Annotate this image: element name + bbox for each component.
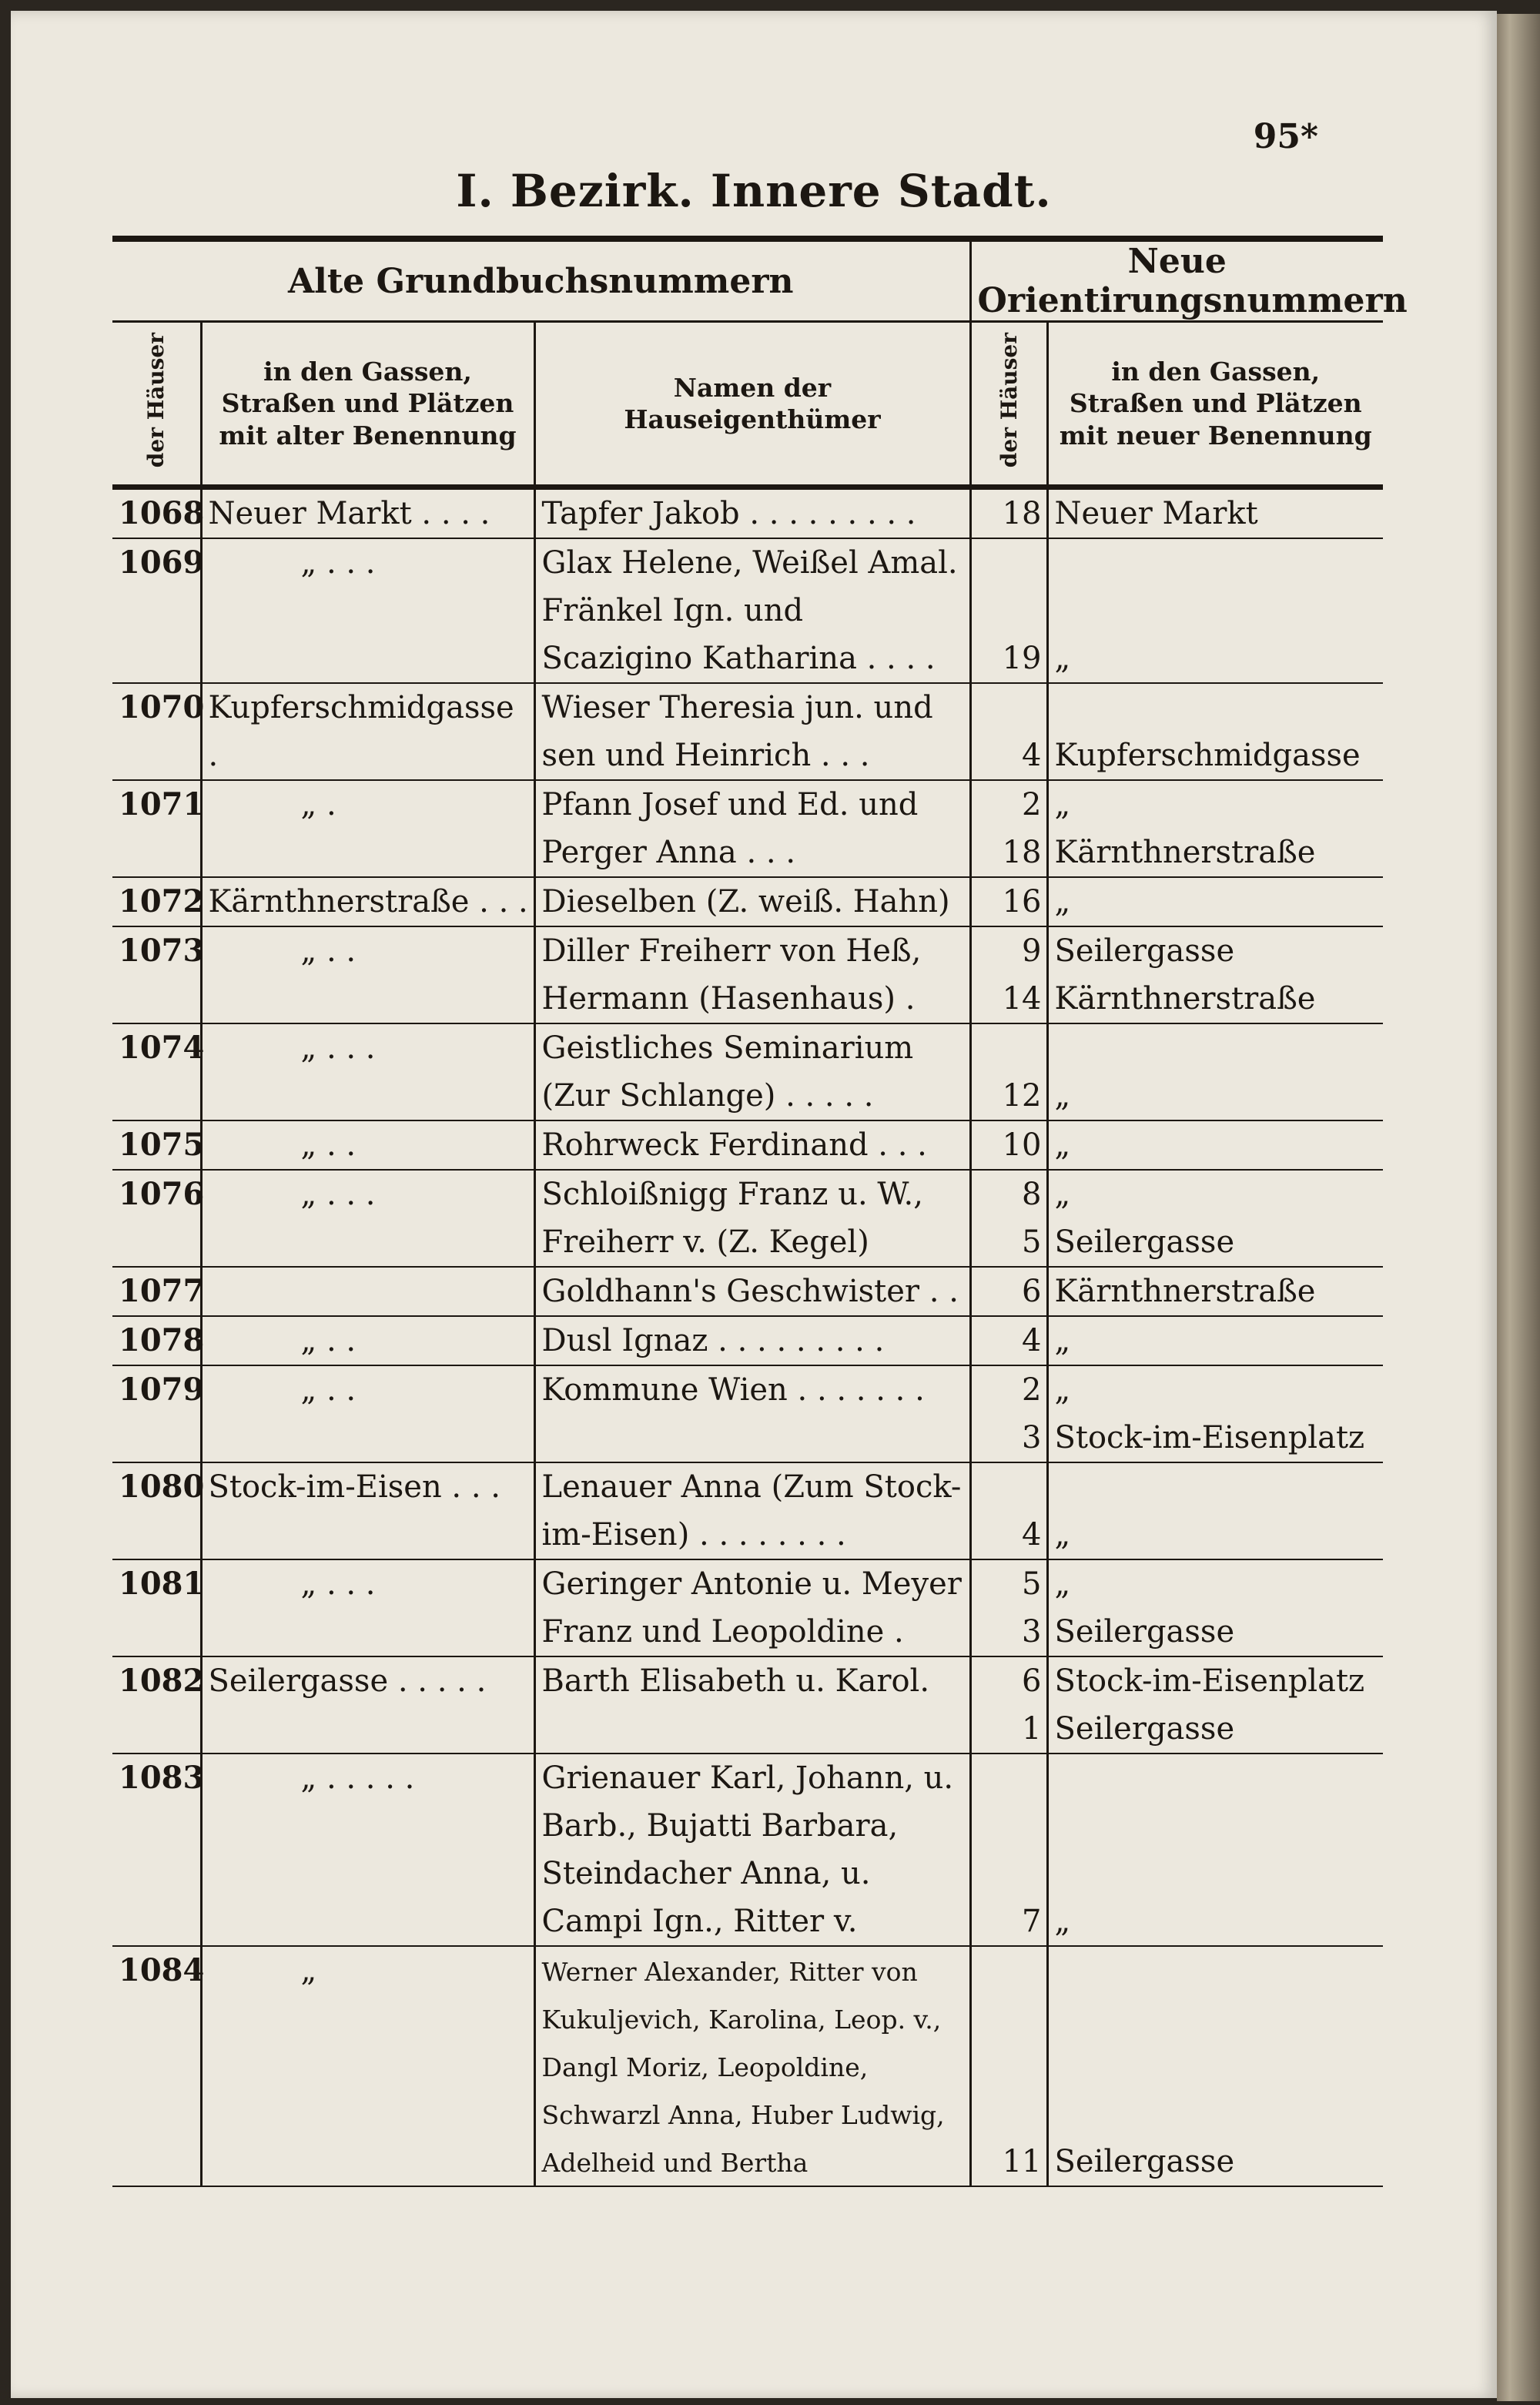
table-row — [112, 1946, 1383, 2186]
house-number: 1077 — [112, 1267, 201, 1316]
old-street — [201, 1267, 534, 1316]
new-street: „ Stock-im-Eisenplatz — [1047, 1365, 1383, 1462]
col-header-old-street: in den Gassen, Straßen und Plätzen mit alter Benennung — [201, 322, 534, 487]
table-row — [112, 683, 1383, 780]
new-street: Seilergasse Kärnthnerstraße — [1047, 926, 1383, 1023]
old-street: Kärnthnerstraße . . . — [201, 877, 534, 926]
house-number: 1070 — [112, 683, 201, 780]
table-row — [112, 1656, 1383, 1754]
new-street: „ — [1047, 1120, 1383, 1170]
col-header-new-street: in den Gassen, Straßen und Plätzen mit neuer Benennung — [1047, 322, 1383, 487]
new-street: Kärnthnerstraße — [1047, 1267, 1383, 1316]
new-house-number: 4 — [970, 683, 1047, 780]
new-street: „ Kärnthnerstraße — [1047, 780, 1383, 877]
old-street: „ . . — [201, 926, 534, 1023]
owner-names: Dieselben (Z. weiß. Hahn) — [534, 877, 970, 926]
owner-names: Schloißnigg Franz u. W., Freiherr v. (Z. Kegel) — [534, 1170, 970, 1267]
owner-names: Lenauer Anna (Zum Stock-im-Eisen) . . . . . . . . — [534, 1462, 970, 1559]
page-number: 95* — [1253, 117, 1318, 156]
house-number: 1079 — [112, 1365, 201, 1462]
old-street: „ . . — [201, 1120, 534, 1170]
page-heading: I. Bezirk. Innere Stadt. — [456, 165, 1052, 217]
new-house-number: 12 — [970, 1023, 1047, 1120]
table-row — [112, 1365, 1383, 1462]
table-row — [112, 1316, 1383, 1365]
new-street: „ Seilergasse — [1047, 1170, 1383, 1267]
new-house-number: 8 5 — [970, 1170, 1047, 1267]
owner-names: Kommune Wien . . . . . . . — [534, 1365, 970, 1462]
table-row — [112, 1559, 1383, 1656]
old-street: Neuer Markt . . . . — [201, 487, 534, 539]
new-house-number: 6 — [970, 1267, 1047, 1316]
table-row — [112, 1170, 1383, 1267]
owner-names: Dusl Ignaz . . . . . . . . . — [534, 1316, 970, 1365]
house-number: 1073 — [112, 926, 201, 1023]
house-number: 1081 — [112, 1559, 201, 1656]
new-street: Seilergasse — [1047, 1946, 1383, 2186]
owner-names: Geringer Antonie u. Meyer Franz und Leopoldine . — [534, 1559, 970, 1656]
old-street: „ . . . — [201, 538, 534, 683]
owner-names: Wieser Theresia jun. und sen und Heinrich . . . — [534, 683, 970, 780]
new-street: „ — [1047, 1754, 1383, 1946]
new-house-number: 2 3 — [970, 1365, 1047, 1462]
new-house-number: 9 14 — [970, 926, 1047, 1023]
new-house-number: 2 18 — [970, 780, 1047, 877]
house-number: 1072 — [112, 877, 201, 926]
house-number: 1074 — [112, 1023, 201, 1120]
house-number: 1071 — [112, 780, 201, 877]
owner-names: Barth Elisabeth u. Karol. — [534, 1656, 970, 1754]
old-street: Stock-im-Eisen . . . — [201, 1462, 534, 1559]
new-street: „ — [1047, 1316, 1383, 1365]
old-street: „ . . . — [201, 1170, 534, 1267]
old-street: „ . . — [201, 1316, 534, 1365]
old-street: „ . . . . . — [201, 1754, 534, 1946]
owner-names: Werner Alexander, Ritter von Kukuljevich, Karolina, Leop. v., Dangl Moriz, Leopoldine, Schwarzl Anna, Huber Ludwig, Adelheid und Bertha — [534, 1946, 970, 2186]
table-row — [112, 538, 1383, 683]
table-row — [112, 1120, 1383, 1170]
new-house-number: 5 3 — [970, 1559, 1047, 1656]
owner-names: Diller Freiherr von Heß, Hermann (Hasenhaus) . — [534, 926, 970, 1023]
owner-names: Glax Helene, Weißel Amal. Fränkel Ign. und Scazigino Katharina . . . . — [534, 538, 970, 683]
new-street: Neuer Markt — [1047, 487, 1383, 539]
new-house-number: 7 — [970, 1754, 1047, 1946]
group-header-new: Neue Orientirungsnummern — [970, 239, 1383, 322]
col-header-new-house-no: der Häuser — [970, 322, 1047, 487]
new-house-number: 16 — [970, 877, 1047, 926]
house-number: 1068 — [112, 487, 201, 539]
old-street: „ . . . — [201, 1559, 534, 1656]
house-number: 1076 — [112, 1170, 201, 1267]
owner-names: Pfann Josef und Ed. und Perger Anna . . . — [534, 780, 970, 877]
ledger-body — [112, 487, 1383, 2187]
old-street: Seilergasse . . . . . — [201, 1656, 534, 1754]
table-row — [112, 1267, 1383, 1316]
old-street: Kupferschmidgasse . — [201, 683, 534, 780]
owner-names: Geistliches Seminarium (Zur Schlange) . . . . . — [534, 1023, 970, 1120]
new-street: „ Seilergasse — [1047, 1559, 1383, 1656]
owner-names: Tapfer Jakob . . . . . . . . . — [534, 487, 970, 539]
new-house-number: 4 — [970, 1316, 1047, 1365]
owner-names: Grienauer Karl, Johann, u. Barb., Bujatti Barbara, Steindacher Anna, u. Campi Ign., Ritter v. — [534, 1754, 970, 1946]
book-page — [11, 11, 1497, 2398]
old-street: „ . . — [201, 1365, 534, 1462]
new-house-number: 18 — [970, 487, 1047, 539]
new-street: Stock-im-Eisenplatz Seilergasse — [1047, 1656, 1383, 1754]
house-number: 1069 — [112, 538, 201, 683]
new-house-number: 6 1 — [970, 1656, 1047, 1754]
house-number: 1080 — [112, 1462, 201, 1559]
house-number: 1084 — [112, 1946, 201, 2186]
new-house-number: 11 — [970, 1946, 1047, 2186]
house-number: 1082 — [112, 1656, 201, 1754]
group-header-old: Alte Grundbuchsnummern — [112, 239, 970, 322]
new-street: „ — [1047, 1023, 1383, 1120]
col-header-owners: Namen der Hauseigenthümer — [534, 322, 970, 487]
old-street: „ . . . — [201, 1023, 534, 1120]
table-row — [112, 1023, 1383, 1120]
new-street: Kupferschmidgasse — [1047, 683, 1383, 780]
old-street: „ . — [201, 780, 534, 877]
new-house-number: 19 — [970, 538, 1047, 683]
old-street: „ — [201, 1946, 534, 2186]
col-header-house-no: der Häuser — [112, 322, 201, 487]
table-row — [112, 1462, 1383, 1559]
new-street: „ — [1047, 877, 1383, 926]
house-number: 1078 — [112, 1316, 201, 1365]
new-street: „ — [1047, 1462, 1383, 1559]
ledger-table — [112, 236, 1408, 2187]
owner-names: Rohrweck Ferdinand . . . — [534, 1120, 970, 1170]
house-number: 1083 — [112, 1754, 201, 1946]
table-row — [112, 780, 1383, 877]
table-row — [112, 1754, 1383, 1946]
house-number: 1075 — [112, 1120, 201, 1170]
table-row — [112, 926, 1383, 1023]
page-edge — [1497, 14, 1540, 2401]
owner-names: Goldhann's Geschwister . . — [534, 1267, 970, 1316]
new-house-number: 10 — [970, 1120, 1047, 1170]
new-street: „ — [1047, 538, 1383, 683]
table-row — [112, 487, 1383, 539]
table-row — [112, 877, 1383, 926]
new-house-number: 4 — [970, 1462, 1047, 1559]
